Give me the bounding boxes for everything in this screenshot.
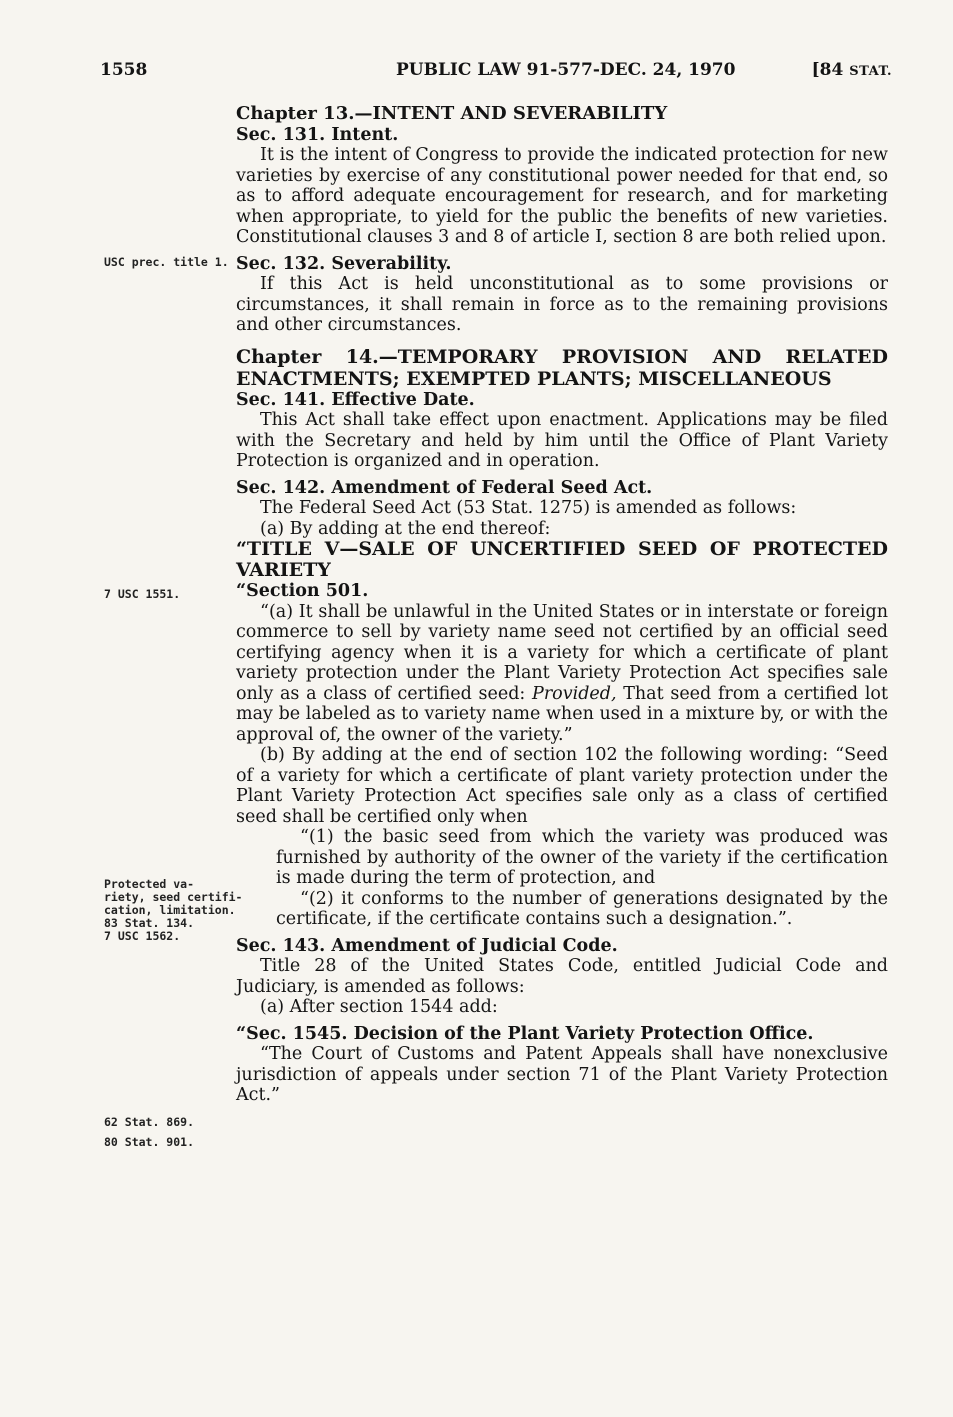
sec-131-heading: Sec. 131. Intent. <box>236 124 399 145</box>
volume-reference: [84 STAT. <box>811 60 892 80</box>
margin-note-protected-variety: Protected va- riety, seed certifi- cation, limitation. 83 Stat. 134. 7 USC 1562. <box>104 877 243 943</box>
chapter-13-heading: Chapter 13.—INTENT AND SEVERABILITY <box>236 103 668 124</box>
main-text <box>236 104 888 1106</box>
margin-note-62stat869: 62 Stat. 869. <box>104 1115 195 1129</box>
sec-142-a: (a) By adding at the end thereof: <box>260 518 551 539</box>
margin-note-7usc1551: 7 USC 1551. <box>104 587 181 601</box>
sec-143-heading: Sec. 143. Amendment of Judicial Code. <box>236 935 618 956</box>
sec-141-text: This Act shall take effect upon enactment. Applications may be filed with the Secretary and held by him until the Office of Plant Variety Protection is organized and in operation. <box>236 410 888 471</box>
sec-131-text: It is the intent of Congress to provide the indicated protection for new varieties by exercise of any constitutional power needed for that end, so as to afford adequate encouragement for research, and for marketing when appropriate, to yield for the public the benefits of new varieties. Constitutional clauses 3 and 8 of article I, section 8 are both relied upon. <box>236 145 888 247</box>
sec-142-heading: Sec. 142. Amendment of Federal Seed Act. <box>236 477 653 498</box>
sec-142-b-2: “(2) it conforms to the number of generations designated by the certificate, if the certificate contains such a designation.”. <box>276 888 888 929</box>
sec-143-text: Title 28 of the United States Code, entitled Judicial Code and Judiciary, is amended as follows: <box>236 956 888 997</box>
sec-141-heading: Sec. 141. Effective Date. <box>236 389 475 410</box>
sec-1545-text: “The Court of Customs and Patent Appeals shall have nonexclusive jurisdiction of appeals under section 71 of the Plant Variety Protection Act.” <box>236 1044 888 1105</box>
sec-143-a: (a) After section 1544 add: <box>260 997 498 1017</box>
running-title: PUBLIC LAW 91-577-DEC. 24, 1970 <box>396 60 736 80</box>
sec-142-b: (b) By adding at the end of section 102 the following wording: “Seed of a variety for which a certificate of plant variety protection under the Plant Variety Protection Act specifies sale only as a class of certified seed shall be certified only when <box>236 745 888 827</box>
margin-note-80stat901: 80 Stat. 901. <box>104 1135 195 1149</box>
section-501-text: “(a) It shall be unlawful in the United States or in interstate or foreign commerce to sell by variety name seed not certified by an official seed certifying agency when it is a variety for which a certificate of plant variety protection under the Plant Variety Protection Act specifies sale only as a class of certified seed: Provided, That seed from a certified lot may be labeled as to variety name when used in a mixture by, or with the approval of, the owner of the variety.” <box>236 601 889 745</box>
page-header <box>100 60 892 84</box>
sec-132-text: If this Act is held unconstitutional as to some provisions or circumstances, it shall remain in force as to the remaining provisions and other circumstances. <box>236 274 888 335</box>
title-v-heading: “TITLE V—SALE OF UNCERTIFIED SEED OF PROTECTED VARIETY <box>236 538 888 581</box>
margin-note-usc-prec: USC prec. title 1. <box>104 255 229 269</box>
sec-142-b-1: “(1) the basic seed from which the variety was produced was furnished by authority of the owner of the variety if the certification is made during the term of protection, and <box>276 827 888 888</box>
sec-142-text: The Federal Seed Act (53 Stat. 1275) is amended as follows: <box>260 498 797 518</box>
sec-132-heading: Sec. 132. Severability. <box>236 253 452 274</box>
chapter-14-heading: Chapter 14.—TEMPORARY PROVISION AND RELATED ENACTMENTS; EXEMPTED PLANTS; MISCELLANEOUS <box>236 345 888 390</box>
page-number: 1558 <box>100 60 148 80</box>
sec-1545-heading: “Sec. 1545. Decision of the Plant Variety Protection Office. <box>236 1023 814 1044</box>
section-501-heading: “Section 501. <box>236 581 369 601</box>
